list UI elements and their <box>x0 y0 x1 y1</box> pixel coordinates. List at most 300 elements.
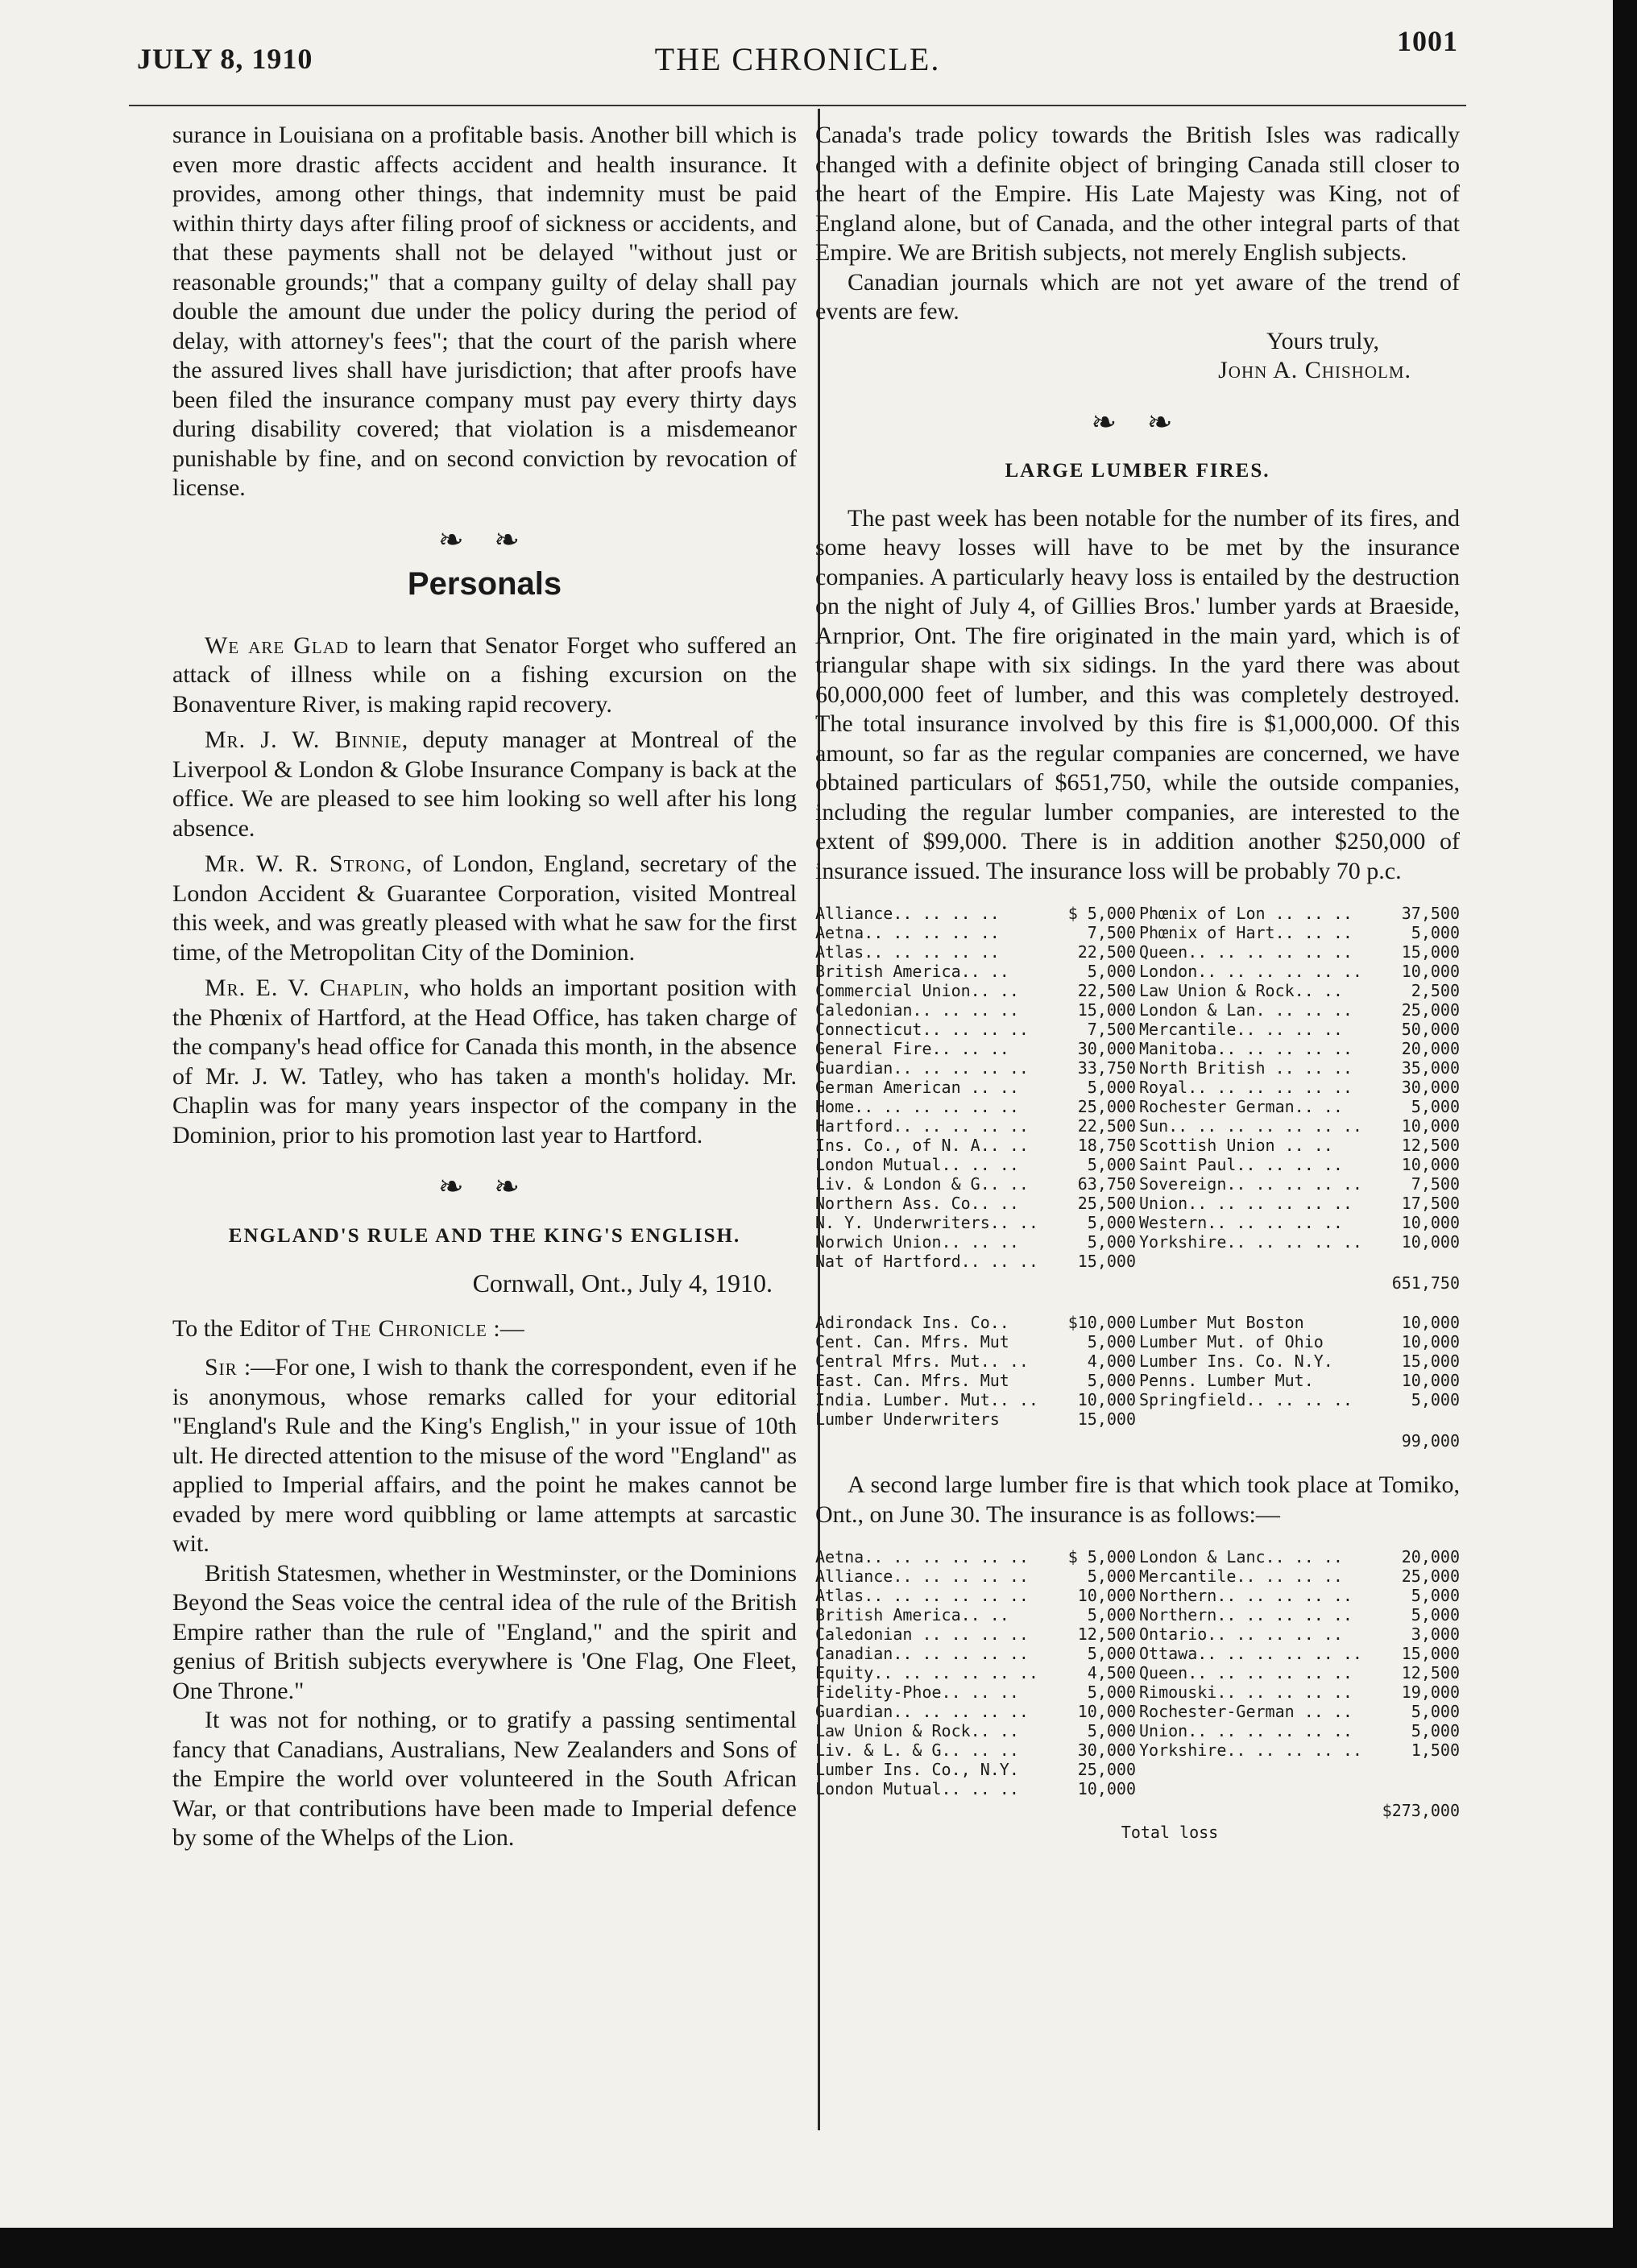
table-cell-pair <box>815 981 1136 1000</box>
company-name: East. Can. Mfrs. Mut <box>815 1371 1009 1390</box>
insurance-amount: 10,000 <box>1401 1313 1460 1332</box>
table-cell-pair <box>815 1097 1136 1116</box>
company-name: Saint Paul.. .. .. .. <box>1139 1155 1343 1174</box>
table-row <box>815 1232 1460 1252</box>
table-cell-pair <box>1139 1332 1460 1351</box>
insurance-amount: 10,000 <box>1401 1232 1460 1252</box>
insurance-amount: 63,750 <box>1077 1174 1136 1194</box>
section-ornament: ❧ ❧ <box>1091 405 1184 440</box>
company-name: General Fire.. .. .. <box>815 1039 1009 1058</box>
company-name: Home.. .. .. .. .. .. <box>815 1097 1019 1116</box>
table-cell-pair <box>815 1232 1136 1252</box>
table-cell-pair <box>1139 1682 1460 1702</box>
letter-paragraph: Canadian journals which are not yet aware of the trend of events are few. <box>815 268 1460 325</box>
company-name: Cent. Can. Mfrs. Mut <box>815 1332 1009 1351</box>
insurance-amount: $ 5,000 <box>1067 904 1136 923</box>
insurance-amount: 5,000 <box>1087 1721 1136 1740</box>
company-name: Law Union & Rock.. .. <box>1139 981 1343 1000</box>
insurance-amount <box>1387 1760 1460 1779</box>
table-cell-pair <box>815 1116 1136 1136</box>
insurance-amount: 10,000 <box>1401 1332 1460 1351</box>
insurance-amount: 5,000 <box>1087 1566 1136 1586</box>
company-name: Canadian.. .. .. .. .. <box>815 1644 1029 1663</box>
company-name: Rochester-German .. .. <box>1139 1702 1353 1721</box>
personal-text: who holds an important position with the Phœnix of Hartford, at the Head Office, has taken charge of the company's head office for Canada this month, in the absence of Mr. J. W. Tatley, who has taken a month's holiday. Mr. Chaplin was for many years inspector of the company in the Dominion, prior to his promotion last year to Hartford. <box>172 975 797 1148</box>
braeside-lumber-companies-table <box>815 1313 1460 1429</box>
letter-salutation: To the Editor of The Chronicle :— <box>172 1314 524 1342</box>
insurance-amount: 15,000 <box>1401 1351 1460 1371</box>
table-row <box>815 1779 1460 1798</box>
table-cell-pair <box>815 1624 1136 1644</box>
table-cell-pair <box>1139 1586 1460 1605</box>
company-name: Nat of Hartford.. .. .. <box>815 1252 1038 1271</box>
insurance-amount: 5,000 <box>1411 923 1460 942</box>
letter-paragraph: It was not for nothing, or to gratify a passing sentimental fancy that Canadians, Australians, New Zealanders and Sons of the Empire the world over volunteered in the South African War, or that contributions have been made to Imperial defence by some of the Whelps of the Lion. <box>172 1707 797 1851</box>
table-cell-pair <box>1139 1351 1460 1371</box>
table-row <box>815 1390 1460 1409</box>
table-total-row <box>815 1271 1460 1295</box>
company-name: Sun.. .. .. .. .. .. .. <box>1139 1116 1362 1136</box>
table-row <box>815 1605 1460 1624</box>
table-cell-pair <box>1139 1097 1460 1116</box>
table-cell-pair <box>1139 1174 1460 1194</box>
table-row <box>815 923 1460 942</box>
table-cell-pair <box>815 1020 1136 1039</box>
company-name: Commercial Union.. .. <box>815 981 1019 1000</box>
table-row <box>815 1174 1460 1194</box>
table-cell-pair <box>815 1586 1136 1605</box>
insurance-amount <box>1387 1409 1460 1429</box>
insurance-amount: 12,500 <box>1077 1624 1136 1644</box>
insurance-amount: 5,000 <box>1411 1097 1460 1116</box>
insurance-amount <box>1387 1779 1460 1798</box>
company-name: Aetna.. .. .. .. .. <box>815 923 1000 942</box>
company-name: London & Lan. .. .. .. <box>1139 1000 1353 1020</box>
insurance-amount: 15,000 <box>1401 942 1460 962</box>
header-rule <box>129 105 1466 106</box>
table-cell-pair <box>815 1000 1136 1020</box>
personal-lead: We are Glad <box>205 631 350 659</box>
company-name: Lumber Ins. Co. N.Y. <box>1139 1351 1333 1371</box>
insurance-amount: 33,750 <box>1077 1058 1136 1078</box>
company-name: Mercantile.. .. .. .. <box>1139 1020 1343 1039</box>
company-name: Northern.. .. .. .. .. <box>1139 1605 1353 1624</box>
england-rule-heading: ENGLAND'S RULE AND THE KING'S ENGLISH. <box>228 1224 741 1247</box>
insurance-amount: 5,000 <box>1411 1586 1460 1605</box>
company-name: Ottawa.. .. .. .. .. .. <box>1139 1644 1362 1663</box>
insurance-amount: 25,000 <box>1077 1760 1136 1779</box>
table-cell-pair <box>815 1566 1136 1586</box>
personal-text: to learn that Senator Forget who suffered an attack of illness while on a fishing excursion on the Bonaventure River, is making rapid recovery. <box>172 631 797 718</box>
letter-paragraph: British Statesmen, whether in Westminster, or the Dominions Beyond the Seas voice the central idea of the rule of the British Empire rather than the rule of "England," and the spirit and genius of British subjects everywhere is 'One Flag, One Fleet, One Throne." <box>172 1559 797 1704</box>
table-row <box>815 1566 1460 1586</box>
company-name: Rochester German.. .. <box>1139 1097 1343 1116</box>
table-cell-pair <box>815 1740 1136 1760</box>
table-row <box>815 1136 1460 1155</box>
table-row <box>815 1039 1460 1058</box>
personal-item <box>172 631 797 720</box>
company-name: London Mutual.. .. .. <box>815 1155 1019 1174</box>
company-name: Western.. .. .. .. .. <box>1139 1213 1343 1232</box>
insurance-amount: 22,500 <box>1077 942 1136 962</box>
company-name: Fidelity-Phoe.. .. .. <box>815 1682 1019 1702</box>
insurance-amount: 20,000 <box>1401 1039 1460 1058</box>
table-total-row <box>815 1798 1460 1842</box>
insurance-amount: 5,000 <box>1087 1078 1136 1097</box>
table-cell-pair <box>815 1058 1136 1078</box>
insurance-amount: 5,000 <box>1087 1332 1136 1351</box>
braeside-regular-companies-table <box>815 904 1460 1271</box>
table-cell-pair <box>1139 1232 1460 1252</box>
personals-heading: Personals <box>407 566 562 602</box>
insurance-amount: 5,000 <box>1087 1232 1136 1252</box>
table-total: 651,750 <box>1391 1273 1460 1293</box>
letter-signature: John A. Chisholm. <box>1218 357 1411 383</box>
right-column <box>815 121 1460 1842</box>
insurance-amount: 7,500 <box>1411 1174 1460 1194</box>
table-cell-pair <box>1139 1721 1460 1740</box>
table-row <box>815 1371 1460 1390</box>
insurance-amount: 18,750 <box>1077 1136 1136 1155</box>
insurance-amount: 1,500 <box>1411 1740 1460 1760</box>
tomiko-paragraph: A second large lumber fire is that which took place at Tomiko, Ont., on June 30. The insurance is as follows:— <box>815 1471 1460 1528</box>
insurance-amount: 19,000 <box>1401 1682 1460 1702</box>
insurance-amount: 7,500 <box>1087 923 1136 942</box>
table-cell-pair <box>1139 1313 1460 1332</box>
lumber-fires-paragraph: The past week has been notable for the number of its fires, and some heavy losses will have to be met by the insurance companies. A particularly heavy loss is entailed by the destruction on the night of July 4, of Gillies Bros.' lumber yards at Braeside, Arnprior, Ont. The fire originated in the main yard, which is of triangular shape with six sidings. In the yard there was about 60,000,000 feet of lumber, and this was completely destroyed. The total insurance involved by this fire is $1,000,000. Of this amount, so far as the regular companies are concerned, we have obtained particulars of $651,750, while the outside companies, including the regular lumber companies, are interested to the extent of $99,000. There is in addition another $250,000 of insurance issued. The insurance loss will be probably 70 p.c. <box>815 504 1460 884</box>
table-cell-pair <box>1139 1605 1460 1624</box>
company-name: Liv. & London & G.. .. <box>815 1174 1029 1194</box>
table-cell-pair <box>815 923 1136 942</box>
company-name: Union.. .. .. .. .. .. <box>1139 1721 1353 1740</box>
table-cell-pair <box>1139 1116 1460 1136</box>
insurance-amount: 5,000 <box>1411 1390 1460 1409</box>
insurance-amount: 22,500 <box>1077 981 1136 1000</box>
personal-item <box>172 726 797 843</box>
company-name: Equity.. .. .. .. .. .. <box>815 1663 1038 1682</box>
table-cell-pair <box>1139 1663 1460 1682</box>
table-row <box>815 962 1460 981</box>
company-name: Lumber Underwriters <box>815 1409 1000 1429</box>
company-name: Mercantile.. .. .. .. <box>1139 1566 1343 1586</box>
table-cell-pair <box>815 1039 1136 1058</box>
insurance-amount: 30,000 <box>1401 1078 1460 1097</box>
insurance-amount: 5,000 <box>1087 1605 1136 1624</box>
table-cell-pair <box>815 904 1136 923</box>
insurance-amount: 5,000 <box>1087 1644 1136 1663</box>
insurance-amount: 15,000 <box>1077 1252 1136 1271</box>
table-total: 99,000 <box>1401 1431 1460 1451</box>
insurance-amount: 10,000 <box>1077 1586 1136 1605</box>
table-row <box>815 981 1460 1000</box>
table-row <box>815 942 1460 962</box>
total-loss-label: Total loss <box>1121 1823 1219 1842</box>
insurance-amount: $ 5,000 <box>1067 1547 1136 1566</box>
personal-item <box>172 974 797 1150</box>
table-cell-pair <box>815 1644 1136 1663</box>
table-cell-pair <box>815 962 1136 981</box>
table-row <box>815 1740 1460 1760</box>
personal-lead: Mr. W. R. Strong, <box>205 850 413 877</box>
table-cell-pair <box>815 1136 1136 1155</box>
company-name: Guardian.. .. .. .. .. <box>815 1702 1029 1721</box>
table-row <box>815 1313 1460 1332</box>
company-name: Alliance.. .. .. .. <box>815 904 1000 923</box>
table-cell-pair <box>1139 1566 1460 1586</box>
company-name: Aetna.. .. .. .. .. .. <box>815 1547 1029 1566</box>
table-cell-pair <box>1139 1409 1460 1429</box>
masthead-title: THE CHRONICLE. <box>654 41 941 77</box>
insurance-amount: 25,000 <box>1077 1097 1136 1116</box>
page-header <box>137 24 1458 81</box>
table-cell-pair <box>1139 962 1460 981</box>
insurance-amount: 5,000 <box>1411 1721 1460 1740</box>
company-name: Lumber Mut Boston <box>1139 1313 1304 1332</box>
insurance-amount: 12,500 <box>1401 1136 1460 1155</box>
company-name: German American .. .. <box>815 1078 1019 1097</box>
personal-text: deputy manager at Montreal of the Liverpool & London & Globe Insurance Company is back at the office. We are pleased to see him looking so well after his long absence. <box>172 726 797 842</box>
page-number: 1001 <box>1397 25 1458 57</box>
table-row <box>815 1644 1460 1663</box>
company-name: India. Lumber. Mut.. .. <box>815 1390 1038 1409</box>
insurance-amount: 5,000 <box>1087 1371 1136 1390</box>
issue-date: JULY 8, 1910 <box>137 43 313 75</box>
insurance-amount: 35,000 <box>1401 1058 1460 1078</box>
insurance-amount: 12,500 <box>1401 1663 1460 1682</box>
letter-dateline: Cornwall, Ont., July 4, 1910. <box>472 1269 773 1297</box>
table-cell-pair <box>1139 904 1460 923</box>
insurance-amount: 10,000 <box>1077 1779 1136 1798</box>
table-cell-pair <box>815 1174 1136 1194</box>
company-name: Adirondack Ins. Co.. <box>815 1313 1009 1332</box>
table-row <box>815 1682 1460 1702</box>
insurance-amount: $10,000 <box>1067 1313 1136 1332</box>
insurance-amount: 10,000 <box>1401 962 1460 981</box>
letter-lead: Sir <box>205 1354 238 1380</box>
insurance-amount: 10,000 <box>1401 1155 1460 1174</box>
insurance-amount: 7,500 <box>1087 1020 1136 1039</box>
tomiko-insurance-table <box>815 1547 1460 1798</box>
insurance-amount: 5,000 <box>1411 1605 1460 1624</box>
company-name: Norwich Union.. .. .. <box>815 1232 1019 1252</box>
company-name: Phœnix of Hart.. .. .. <box>1139 923 1353 942</box>
insurance-amount: 10,000 <box>1077 1702 1136 1721</box>
table-cell-pair <box>815 942 1136 962</box>
table-row <box>815 1721 1460 1740</box>
company-name: Royal.. .. .. .. .. .. <box>1139 1078 1353 1097</box>
company-name: Guardian.. .. .. .. .. <box>815 1058 1029 1078</box>
table-cell-pair <box>1139 1155 1460 1174</box>
table-row <box>815 1547 1460 1566</box>
table-row <box>815 1000 1460 1020</box>
table-cell-pair <box>1139 1760 1460 1779</box>
insurance-amount: 4,000 <box>1087 1351 1136 1371</box>
company-name: Yorkshire.. .. .. .. .. <box>1139 1232 1362 1252</box>
insurance-amount: 10,000 <box>1401 1371 1460 1390</box>
table-cell-pair <box>1139 1702 1460 1721</box>
table-cell-pair <box>815 1371 1136 1390</box>
insurance-amount: 25,500 <box>1077 1194 1136 1213</box>
table-row <box>815 1586 1460 1605</box>
table-row <box>815 1097 1460 1116</box>
letter-closing: Yours truly, <box>1266 327 1379 354</box>
section-ornament: ❧ ❧ <box>437 1170 532 1204</box>
insurance-amount: 50,000 <box>1401 1020 1460 1039</box>
company-name: British America.. .. <box>815 962 1009 981</box>
table-cell-pair <box>815 1663 1136 1682</box>
insurance-amount: 4,500 <box>1087 1663 1136 1682</box>
table-row <box>815 1252 1460 1271</box>
company-name: Scottish Union .. .. <box>1139 1136 1333 1155</box>
insurance-amount: 30,000 <box>1077 1039 1136 1058</box>
section-ornament: ❧ ❧ <box>437 523 532 557</box>
company-name: Rimouski.. .. .. .. .. <box>1139 1682 1353 1702</box>
personal-lead: Mr. J. W. Binnie, <box>205 726 409 753</box>
scan-edge-right <box>1613 0 1637 2268</box>
table-row <box>815 1760 1460 1779</box>
table-row <box>815 1116 1460 1136</box>
company-name: Lumber Ins. Co., N.Y. <box>815 1760 1019 1779</box>
table-cell-pair <box>815 1779 1136 1798</box>
table-cell-pair <box>1139 1252 1460 1271</box>
table-cell-pair <box>1139 942 1460 962</box>
company-name: Queen.. .. .. .. .. .. <box>1139 942 1353 962</box>
insurance-amount: 17,500 <box>1401 1194 1460 1213</box>
company-name: Alliance.. .. .. .. .. <box>815 1566 1029 1586</box>
company-name: Queen.. .. .. .. .. .. <box>1139 1663 1353 1682</box>
table-cell-pair <box>815 1332 1136 1351</box>
company-name: Yorkshire.. .. .. .. .. <box>1139 1740 1362 1760</box>
table-cell-pair <box>1139 1371 1460 1390</box>
table-cell-pair <box>1139 1213 1460 1232</box>
insurance-amount: 15,000 <box>1077 1409 1136 1429</box>
table-cell-pair <box>1139 1136 1460 1155</box>
company-name: North British .. .. .. <box>1139 1058 1353 1078</box>
table-cell-pair <box>815 1351 1136 1371</box>
table-row <box>815 1058 1460 1078</box>
insurance-amount: 10,000 <box>1401 1116 1460 1136</box>
letter-paragraph: Sir :—For one, I wish to thank the correspondent, even if he is anonymous, whose remarks called for your editorial "England's Rule and the King's English," in your issue of 10th ult. He directed attention to the misuse of the word "England" as applied to Imperial affairs, and the point he makes cannot be evaded by mere word quibbling or lame attempts at sarcastic wit. <box>172 1354 797 1557</box>
table-cell-pair <box>1139 1020 1460 1039</box>
insurance-amount: 5,000 <box>1087 1682 1136 1702</box>
table-row <box>815 1624 1460 1644</box>
insurance-amount <box>1387 1252 1460 1271</box>
insurance-amount: 10,000 <box>1401 1213 1460 1232</box>
chronicle-name: The Chronicle <box>331 1314 487 1342</box>
insurance-amount: 5,000 <box>1411 1702 1460 1721</box>
table-cell-pair <box>815 1409 1136 1429</box>
company-name: Northern.. .. .. .. .. <box>1139 1586 1353 1605</box>
lumber-fires-heading: LARGE LUMBER FIRES. <box>1005 460 1270 482</box>
table-row <box>815 1409 1460 1429</box>
table-cell-pair <box>1139 1547 1460 1566</box>
company-name: Union.. .. .. .. .. .. <box>1139 1194 1353 1213</box>
company-name: Penns. Lumber Mut. <box>1139 1371 1314 1390</box>
company-name: Lumber Mut. of Ohio <box>1139 1332 1324 1351</box>
scan-edge-bottom <box>0 2228 1637 2268</box>
table-row <box>815 1078 1460 1097</box>
insurance-amount: 15,000 <box>1401 1644 1460 1663</box>
personal-item <box>172 850 797 967</box>
insurance-amount: 5,000 <box>1087 1155 1136 1174</box>
table-cell-pair <box>1139 1000 1460 1020</box>
company-name: London Mutual.. .. .. <box>815 1779 1019 1798</box>
table-row <box>815 1155 1460 1174</box>
table-cell-pair <box>815 1390 1136 1409</box>
table-cell-pair <box>1139 1779 1460 1798</box>
table-row <box>815 1020 1460 1039</box>
insurance-amount: 25,000 <box>1401 1000 1460 1020</box>
insurance-amount: 2,500 <box>1411 981 1460 1000</box>
company-name: N. Y. Underwriters.. .. <box>815 1213 1038 1232</box>
company-name: Manitoba.. .. .. .. .. <box>1139 1039 1353 1058</box>
company-name: Liv. & L. & G.. .. .. <box>815 1740 1019 1760</box>
company-name: Connecticut.. .. .. .. <box>815 1020 1029 1039</box>
table-cell-pair <box>1139 1058 1460 1078</box>
louisiana-article-text: surance in Louisiana on a profitable basis. Another bill which is even more drastic affects accident and health insurance. It provides, among other things, that indemnity must be paid within thirty days after filing proof of sickness or accidents, and that these payments shall not be delayed "without just or reasonable grounds;" that a company guilty of delay shall pay double the amount due under the policy during the period of delay, with attorney's fees"; that the court of the parish where the assured lives shall have jurisdiction; that after proofs have been filed the insurance company must pay every thirty days during disability covered; that violation is a misdemeanor punishable by fine, and on second conviction by revocation of license. <box>172 122 797 501</box>
insurance-amount: 10,000 <box>1077 1390 1136 1409</box>
table-total: $273,000 <box>1382 1801 1460 1820</box>
table-row <box>815 1702 1460 1721</box>
company-name: London.. .. .. .. .. .. <box>1139 962 1362 981</box>
company-name: Northern Ass. Co.. .. <box>815 1194 1019 1213</box>
company-name: Ontario.. .. .. .. .. <box>1139 1624 1343 1644</box>
company-name: Caledonian.. .. .. .. <box>815 1000 1019 1020</box>
insurance-amount: 25,000 <box>1401 1566 1460 1586</box>
table-total-row <box>815 1429 1460 1453</box>
company-name: Hartford.. .. .. .. .. <box>815 1116 1029 1136</box>
table-cell-pair <box>815 1547 1136 1566</box>
company-name: London & Lanc.. .. .. <box>1139 1547 1343 1566</box>
table-cell-pair <box>1139 1390 1460 1409</box>
company-name: Sovereign.. .. .. .. .. <box>1139 1174 1362 1194</box>
company-name: Springfield.. .. .. .. <box>1139 1390 1353 1409</box>
table-cell-pair <box>815 1213 1136 1232</box>
table-cell-pair <box>1139 981 1460 1000</box>
table-cell-pair <box>815 1682 1136 1702</box>
insurance-amount: 30,000 <box>1077 1740 1136 1760</box>
insurance-amount: 20,000 <box>1401 1547 1460 1566</box>
personal-text: of London, England, secretary of the London Accident & Guarantee Corporation, visited Montreal this week, and was greatly pleased with what he saw for the first time, of the Metropolitan City of the Dominion. <box>172 850 797 966</box>
company-name: Caledonian .. .. .. .. <box>815 1624 1029 1644</box>
table-cell-pair <box>815 1194 1136 1213</box>
insurance-amount: 22,500 <box>1077 1116 1136 1136</box>
table-cell-pair <box>1139 1194 1460 1213</box>
table-cell-pair <box>1139 1039 1460 1058</box>
company-name: Law Union & Rock.. .. <box>815 1721 1019 1740</box>
table-row <box>815 1332 1460 1351</box>
table-cell-pair <box>1139 1624 1460 1644</box>
table-cell-pair <box>815 1252 1136 1271</box>
company-name: Atlas.. .. .. .. .. <box>815 942 1000 962</box>
table-cell-pair <box>815 1702 1136 1721</box>
table-row <box>815 1351 1460 1371</box>
letter-continued: Canada's trade policy towards the British Isles was radically changed with a definite object of bringing Canada still closer to the heart of the Empire. His Late Majesty was King, not of England alone, but of Canada, and the other integral parts of that Empire. We are British subjects, not merely English subjects. <box>815 122 1460 266</box>
table-cell-pair <box>1139 1644 1460 1663</box>
left-column <box>172 121 797 1853</box>
company-name: Ins. Co., of N. A.. .. <box>815 1136 1029 1155</box>
table-cell-pair <box>815 1760 1136 1779</box>
table-cell-pair <box>815 1078 1136 1097</box>
insurance-amount: 5,000 <box>1087 1213 1136 1232</box>
table-row <box>815 1213 1460 1232</box>
personal-lead: Mr. E. V. Chaplin, <box>205 975 411 1001</box>
table-cell-pair <box>815 1605 1136 1624</box>
table-row <box>815 904 1460 923</box>
table-row <box>815 1194 1460 1213</box>
insurance-amount: 5,000 <box>1087 962 1136 981</box>
insurance-amount: 37,500 <box>1401 904 1460 923</box>
